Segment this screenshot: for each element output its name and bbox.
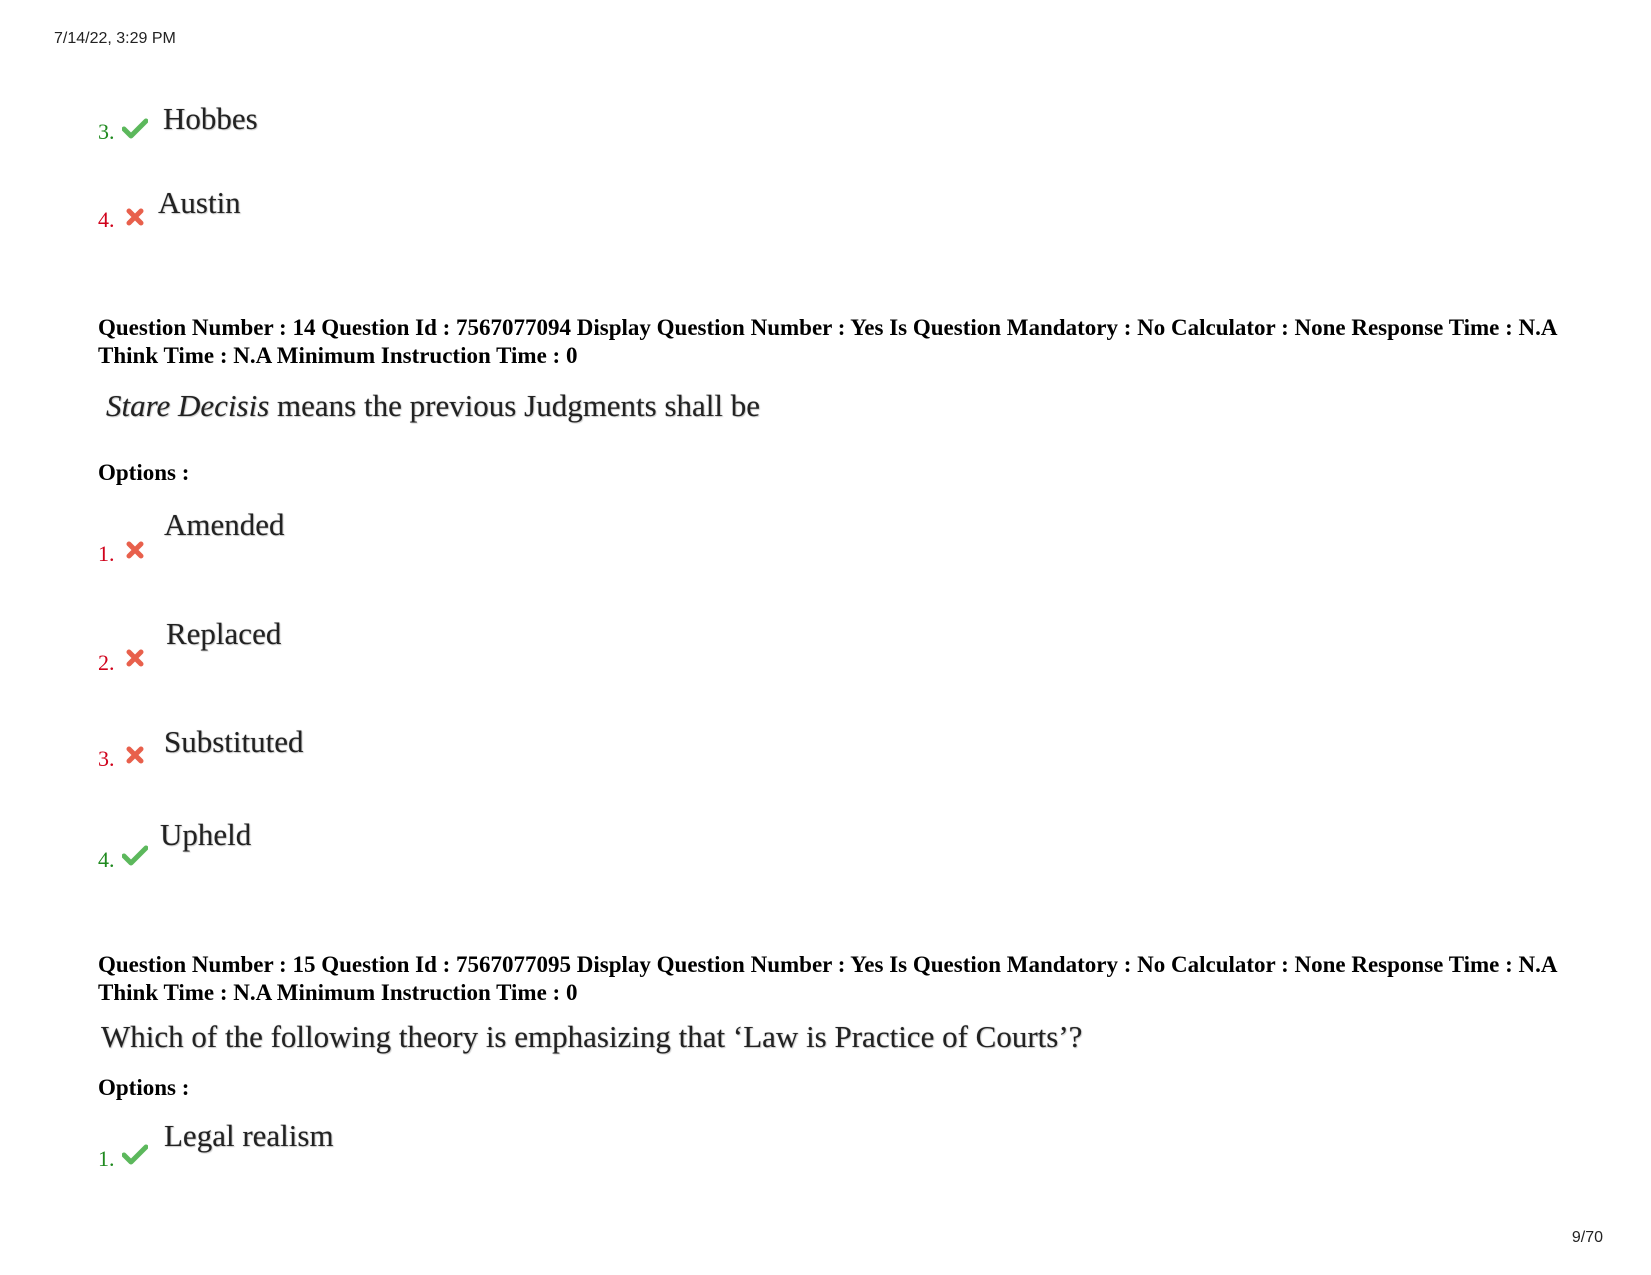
option-number: 3. [98, 119, 115, 144]
question-14-meta: Question Number : 14 Question Id : 7567077094 Display Question Number : Yes Is Question Mandatory : No Calculator : None Response Time : N.A Think Time : N.A Minimum Instruction Time : 0 [98, 315, 1557, 368]
option-number: 2. [98, 650, 115, 675]
correct-check-icon [122, 1143, 148, 1165]
print-timestamp: 7/14/22, 3:29 PM [54, 30, 176, 47]
wrong-cross-icon [124, 540, 150, 562]
page-number: 9/70 [1571, 1229, 1603, 1246]
wrong-cross-icon [124, 745, 150, 767]
options-label: Options : [98, 1075, 190, 1100]
question-14-italic-term: Stare Decisis [106, 388, 270, 423]
options-label: Options : [98, 460, 190, 485]
option-text: Upheld [160, 817, 252, 852]
option-text: Replaced [166, 616, 282, 651]
option-text: Legal realism [164, 1118, 334, 1153]
wrong-cross-icon [124, 648, 150, 670]
option-number: 3. [98, 746, 115, 771]
option-number: 1. [98, 1146, 115, 1171]
question-14-text-rest: means the previous Judgments shall be [269, 388, 761, 423]
correct-check-icon [122, 844, 148, 866]
wrong-cross-icon [124, 207, 150, 229]
question-15-text: Which of the following theory is emphasizing that ‘Law is Practice of Courts’? [101, 1019, 1083, 1054]
option-number: 4. [98, 207, 115, 232]
option-number: 1. [98, 541, 115, 566]
option-text: Austin [158, 185, 241, 220]
option-number: 4. [98, 847, 115, 872]
option-text: Substituted [164, 724, 304, 759]
question-15-meta: Question Number : 15 Question Id : 7567077095 Display Question Number : Yes Is Question Mandatory : No Calculator : None Response Time : N.A Think Time : N.A Minimum Instruction Time : 0 [98, 952, 1557, 1005]
question-14-text [106, 388, 760, 424]
option-text: Hobbes [163, 101, 258, 136]
option-text: Amended [164, 507, 285, 542]
correct-check-icon [122, 117, 148, 139]
